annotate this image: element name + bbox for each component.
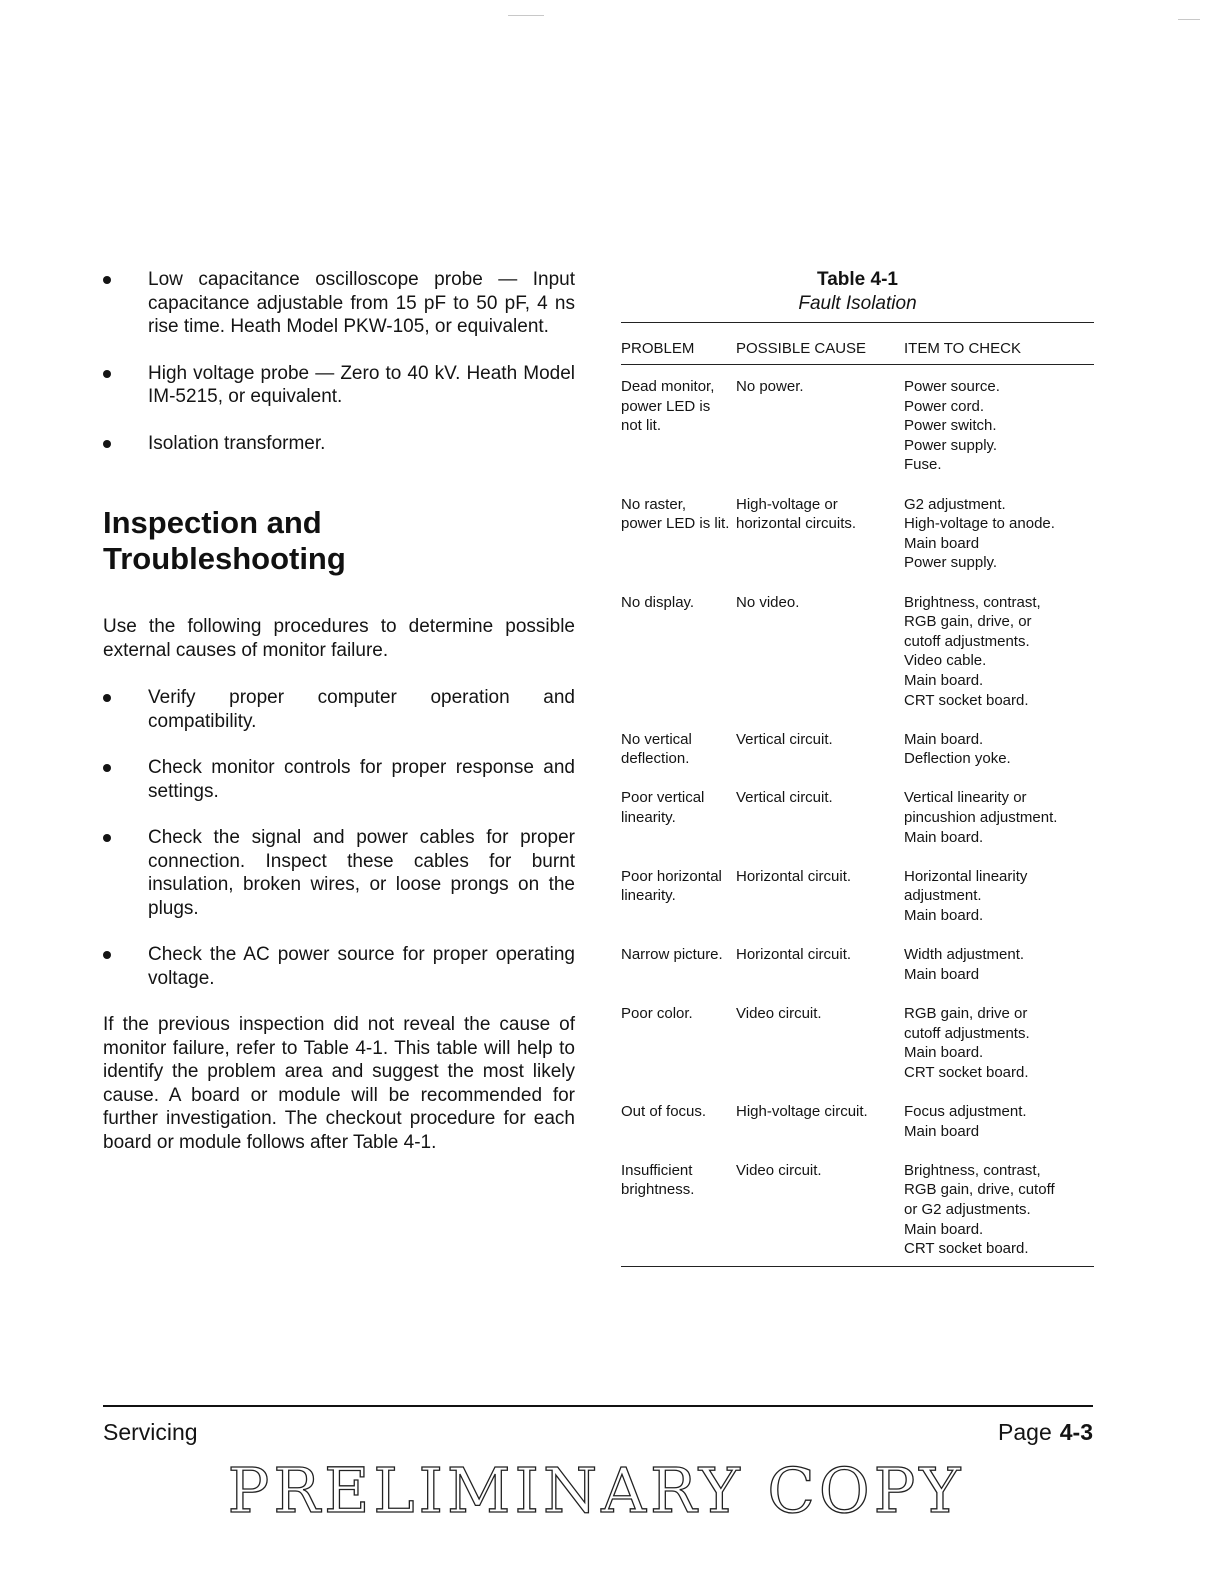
check-cell [904,495,1094,573]
cell-text: Vertical linearity or [904,789,1027,807]
cell-text: Fuse. [904,456,942,474]
cause-cell [736,377,904,475]
table-row [621,730,1094,769]
check-cell [904,1004,1094,1082]
cell-text: cutoff adjustments. [904,632,1030,650]
bullet-icon [103,440,111,448]
cause-cell [736,593,904,711]
check-cell [904,1102,1094,1141]
cell-text: Main board [904,534,980,552]
cell-text: Main board. [904,1044,984,1062]
cell-text: Vertical circuit. [736,789,833,807]
cell-text: brightness. [621,1181,695,1199]
cell-text: or G2 adjustments. [904,1200,1031,1218]
cell-text: Dead monitor, [621,378,715,395]
table-row [621,788,1094,847]
cell-text: No display. [621,593,695,611]
problem-cell [621,945,736,984]
cell-text: G2 adjustment. [904,495,1006,513]
problem-cell [621,1161,736,1259]
list-item [103,362,575,409]
cell-text: Main board. [904,1220,984,1238]
bullet-text: Low capacitance oscilloscope probe — Input capacitance adjustable from 15 pF to 50 pF, 4 ns rise time. Heath Model PKW-105, or equivalent. [148,269,575,337]
cell-text: Insufficient [621,1161,693,1179]
cell-text: cutoff adjustments. [904,1024,1030,1042]
table-row [621,1102,1094,1141]
bullet-text: Check monitor controls for proper response and settings. [148,757,575,802]
heading-line: Troubleshooting [103,541,346,576]
check-cell [904,377,1094,475]
cell-text: linearity. [621,809,676,827]
preliminary-copy-stamp [226,1452,966,1524]
cell-text: power LED is lit. [621,515,730,533]
intro-paragraph: Use the following procedures to determine possible external causes of monitor failure. [103,616,575,661]
bullet-text: Check the signal and power cables for proper connection. Inspect these cables for burnt insulation, broken wires, or loose prongs on the plugs. [148,827,575,919]
column-header: POSSIBLE CAUSE [736,340,867,357]
cell-text: CRT socket board. [904,1063,1029,1081]
table-row [621,1004,1094,1082]
cell-text: Video circuit. [736,1161,822,1179]
cell-text: Video cable. [904,652,987,670]
closing-paragraph: If the previous inspection did not reveal the cause of monitor failure, refer to Table 4-1. This table will help to identify the problem area and suggest the most likely cause. A board or module will be recommended for further investigation. The checkout procedure for each board or module follows after Table 4-1. [103,1014,575,1153]
cell-text: RGB gain, drive or [904,1005,1028,1022]
problem-cell [621,730,736,769]
table-bottom-rule [621,1266,1094,1267]
cell-text: RGB gain, drive, cutoff [904,1181,1055,1199]
table-body [621,365,1094,1259]
cell-text: linearity. [621,887,676,905]
cell-text: Main board [904,1122,980,1140]
cell-text: Horizontal circuit. [736,867,852,885]
cell-text: Focus adjustment. [904,1102,1027,1120]
list-item [103,686,575,733]
cause-cell [736,1004,904,1082]
cell-text: Out of focus. [621,1102,707,1120]
cause-cell [736,495,904,573]
cell-text: High-voltage circuit. [736,1102,868,1120]
cell-text: Poor horizontal [621,867,722,885]
table-row [621,377,1094,475]
page-label: Page [998,1419,1052,1445]
cell-text: RGB gain, drive, or [904,613,1032,631]
cause-cell [736,867,904,926]
check-cell [904,730,1094,769]
problem-cell [621,1102,736,1141]
cell-text: Power source. [904,378,1000,395]
cell-text: No video. [736,593,800,611]
cell-text: High-voltage or [736,495,838,513]
bullet-icon [103,694,111,702]
cell-text: adjustment. [904,887,982,905]
check-cell [904,867,1094,926]
bullet-text: Verify proper computer operation and compatibility. [148,687,575,732]
problem-cell [621,593,736,711]
list-item [103,826,575,920]
check-cell [904,593,1094,711]
list-item [103,268,575,339]
cell-text: No power. [736,378,804,395]
scan-artifact [1178,19,1200,20]
cause-cell [736,1102,904,1141]
check-cell [904,788,1094,847]
cell-text: Power supply. [904,554,998,572]
footer-section-name: Servicing [103,1419,198,1445]
scan-artifact [508,15,544,16]
list-item [103,756,575,803]
cause-cell [736,788,904,847]
bullet-icon [103,951,111,959]
bullet-icon [103,764,111,772]
cell-text: deflection. [621,750,690,768]
cell-text: Main board [904,965,980,983]
stamp-text: PRELIMINARY COPY [227,1454,965,1524]
cell-text: horizontal circuits. [736,515,857,533]
bullet-icon [103,276,111,284]
table-title: Fault Isolation [798,293,917,314]
cell-text: Main board. [904,730,984,748]
cell-text: Narrow picture. [621,946,723,964]
table-row [621,593,1094,711]
problem-cell [621,377,736,475]
cell-text: not lit. [621,417,662,435]
list-item [103,432,575,456]
table-number: Table 4-1 [817,269,898,290]
cause-cell [736,730,904,769]
cell-text: Main board. [904,907,984,925]
cell-text: Video circuit. [736,1005,822,1022]
column-header: ITEM TO CHECK [904,340,1021,357]
table-header-row [621,323,1094,364]
cause-cell [736,945,904,984]
footer-page [998,1418,1093,1446]
table-row [621,495,1094,573]
cell-text: CRT socket board. [904,1240,1029,1258]
problem-cell [621,495,736,573]
fault-isolation-table [621,268,1094,1267]
table-row [621,1161,1094,1259]
cell-text: pincushion adjustment. [904,809,1058,827]
cell-text: Power cord. [904,397,985,415]
check-cell [904,1161,1094,1259]
cell-text: No vertical [621,730,692,748]
bullet-text: High voltage probe — Zero to 40 kV. Heath Model IM-5215, or equivalent. [148,362,575,407]
cell-text: Power supply. [904,436,998,454]
cell-text: Horizontal circuit. [736,946,852,964]
table-row [621,867,1094,926]
cell-text: power LED is [621,397,711,415]
heading-line: Inspection and [103,505,322,540]
cell-text: Brightness, contrast, [904,1161,1041,1179]
problem-cell [621,867,736,926]
bullet-icon [103,370,111,378]
list-item [103,943,575,990]
cell-text: Deflection yoke. [904,750,1011,768]
procedure-list [103,686,575,990]
cause-cell [736,1161,904,1259]
bullet-text: Isolation transformer. [148,432,326,454]
cell-text: Power switch. [904,417,997,435]
problem-cell [621,788,736,847]
cell-text: Poor color. [621,1005,693,1022]
problem-cell [621,1004,736,1082]
equipment-list [103,268,575,455]
page-number: 4-3 [1059,1419,1093,1445]
bullet-icon [103,834,111,842]
check-cell [904,945,1094,984]
column-header: PROBLEM [621,340,695,357]
cell-text: Vertical circuit. [736,730,833,748]
cell-text: No raster, [621,495,687,513]
cell-text: Brightness, contrast, [904,593,1041,611]
cell-text: Horizontal linearity [904,867,1028,885]
cell-text: Main board. [904,671,984,689]
cell-text: High-voltage to anode. [904,515,1055,533]
footer-rule [103,1405,1093,1407]
cell-text: Poor vertical [621,789,705,807]
cell-text: Width adjustment. [904,946,1025,964]
section-heading [103,505,575,577]
left-column [103,268,575,1154]
bullet-text: Check the AC power source for proper operating voltage. [148,944,575,989]
cell-text: Main board. [904,828,984,846]
cell-text: CRT socket board. [904,691,1029,709]
table-row [621,945,1094,984]
table-caption [621,268,1094,316]
